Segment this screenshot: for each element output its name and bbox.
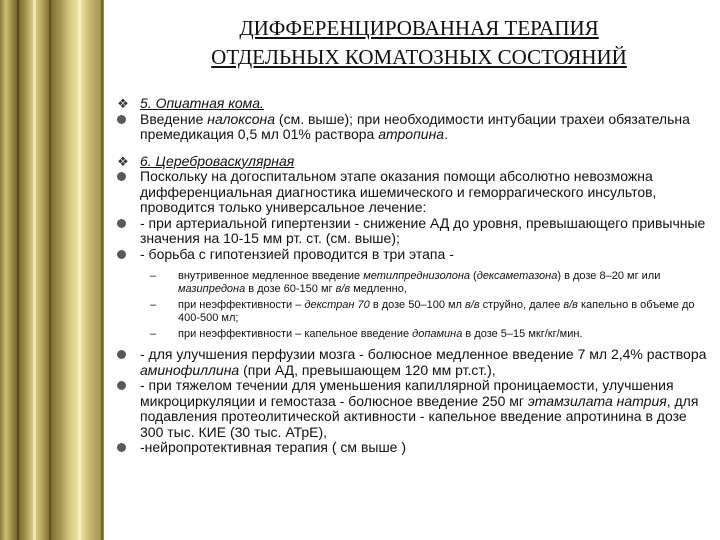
subitem-3: – при неэффективности – капельное введение допамина в дозе 5–15 мкг/кг/мин. xyxy=(150,328,583,340)
dot-bullet-icon xyxy=(117,350,126,359)
section-6-hypotension: - борьба с гипотензией проводится в три этапа - xyxy=(114,247,710,263)
dot-bullet-icon xyxy=(117,250,126,259)
dash-bullet-icon: – xyxy=(150,299,157,311)
section-6-intro: Поскольку на догоспитальном этапе оказания помощи абсолютно невозможна дифференциальная диагностика ишемического и геморрагического инсультов, проводится только универсальное лечение: xyxy=(114,169,710,216)
section-6-severe-course: - при тяжелом течении для уменьшения капиллярной проницаемости, улучшения микроциркуляции и гемостаза - болюсное введение 250 мг этамзилата натрия, для подавления протеолитической активности - капельное введение апротинина в дозе 300 тыс. КИЕ (30 тыс. АТрЕ), xyxy=(114,378,710,440)
title-line-2: ОТДЕЛЬНЫХ КОМАТОЗНЫХ СОСТОЯНИЙ xyxy=(211,45,627,69)
title-line-1: ДИФФЕРЕНЦИРОВАННАЯ ТЕРАПИЯ xyxy=(239,16,599,40)
section-5-heading: ❖ 5. Опиатная кома. xyxy=(114,96,710,112)
dot-bullet-icon xyxy=(117,115,126,124)
dot-bullet-icon xyxy=(117,443,126,452)
section-6-heading: ❖ 6. Цереброваскулярная xyxy=(114,154,710,170)
dot-bullet-icon xyxy=(117,172,126,181)
slide-title xyxy=(124,14,714,72)
section-6-perfusion: - для улучшения перфузии мозга - болюсное медленное введение 7 мл 2,4% раствора аминофиллина (при АД, превышающем 120 мм рт.ст.), xyxy=(114,347,710,378)
section-5-text: Введение налоксона (см. выше); при необходимости интубации трахеи обязательна премедикация 0,5 мл 01% раствора атропина. xyxy=(114,112,710,143)
section-6-hypertension: - при артериальной гипертензии - снижение АД до уровня, превышающего привычные значения на 10-15 мм рт. ст. (см. выше); xyxy=(114,216,710,247)
decorative-gold-frame xyxy=(0,0,104,540)
dash-bullet-icon: – xyxy=(150,328,157,340)
dot-bullet-icon xyxy=(117,219,126,228)
diamond-bullet-icon: ❖ xyxy=(117,96,129,111)
dash-bullet-icon: – xyxy=(150,270,157,282)
slide-body xyxy=(114,96,710,456)
subitem-1: – внутривенное медленное введение метилпреднизолона (дексаметазона) в дозе 8–20 мг или мазипредона в дозе 60-150 мг в/в медленно, xyxy=(150,270,661,295)
section-6-neuroprotection: -нейропротективная терапия ( см выше ) xyxy=(114,440,710,456)
subitem-2: – при неэффективности – декстран 70 в дозе 50–100 мл в/в струйно, далее в/в капельно в объеме до 400-500 мл; xyxy=(150,299,695,324)
diamond-bullet-icon: ❖ xyxy=(117,153,129,169)
dot-bullet-icon xyxy=(117,381,126,390)
